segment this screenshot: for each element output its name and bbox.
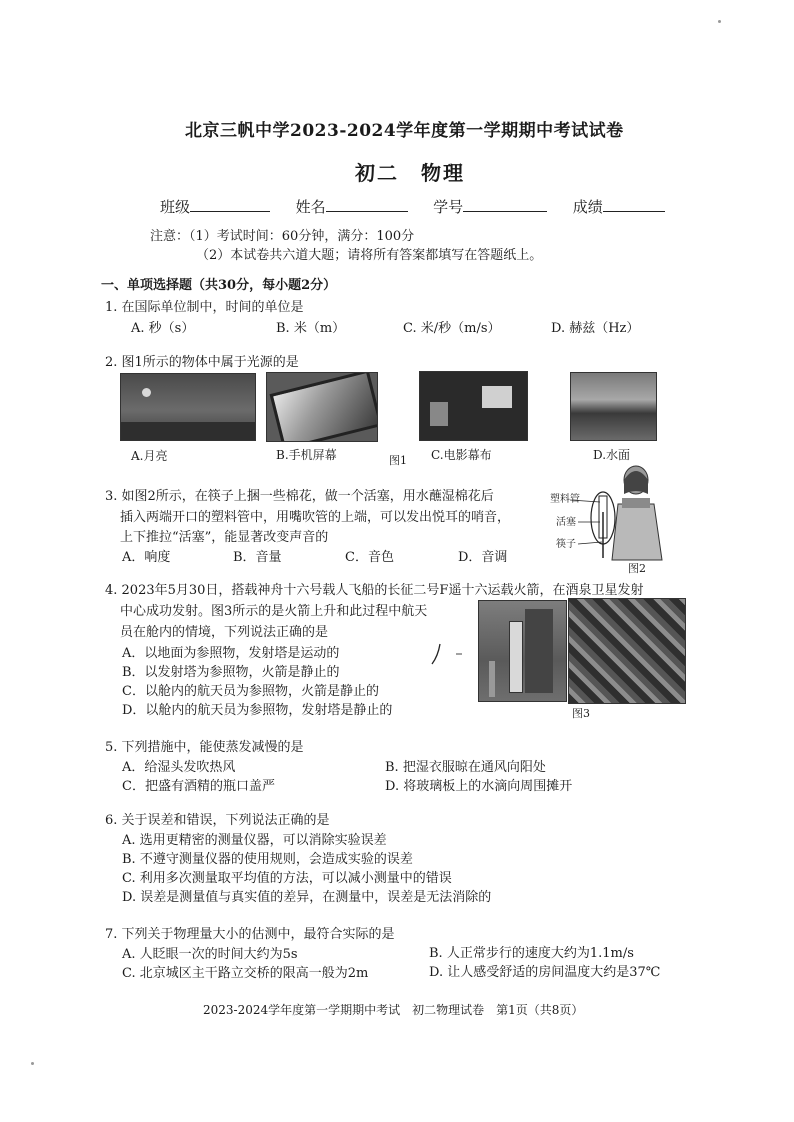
q7-option-d: D. 让人感受舒适的房间温度大约是37℃: [429, 965, 661, 980]
q5-option-d: D. 将玻璃板上的水滴向周围摊开: [385, 779, 573, 794]
q3-stem-line-3: 上下推拉“活塞”，能显著改变声音的: [120, 530, 329, 545]
q3-option-d: D．音调: [458, 550, 508, 565]
q4-option-d: D．以舱内的航天员为参照物，发射塔是静止的: [122, 703, 393, 718]
q6-option-a: A. 选用更精密的测量仪器，可以消除实验误差: [122, 833, 387, 848]
q2-stem: 2. 图1所示的物体中属于光源的是: [105, 355, 299, 370]
figure-1-label: 图1: [389, 454, 407, 467]
q4-stem-line-3: 员在舱内的情境，下列说法正确的是: [120, 625, 329, 640]
moon-photo: [120, 373, 256, 441]
q3-option-c: C．音色: [345, 550, 394, 565]
name-blank: [326, 198, 408, 212]
score-label: 成绩: [572, 198, 603, 216]
q1-option-a: A. 秒（s）: [131, 321, 195, 336]
q5-option-c: C．把盛有酒精的瓶口盖严: [122, 779, 275, 794]
q2-caption-a: A.月亮: [131, 449, 168, 463]
subject-title: 初二 物理: [355, 161, 465, 185]
q1-option-b: B. 米（m）: [276, 321, 346, 336]
q3-stem-line-1: 3. 如图2所示，在筷子上捆一些棉花，做一个活塞，用水蘸湿棉花后: [105, 489, 494, 504]
q4-stem-line-2: 中心成功发射。图3所示的是火箭上升和此过程中航天: [120, 604, 428, 619]
q7-stem: 7. 下列关于物理量大小的估测中，最符合实际的是: [105, 927, 395, 942]
q1-option-d: D. 赫兹（Hz）: [551, 321, 640, 336]
page-footer: 2023-2024学年度第一学期期中考试 初二物理试卷 第1页（共8页）: [203, 1003, 584, 1017]
class-blank: [190, 198, 270, 212]
q1-option-c: C. 米/秒（m/s）: [403, 321, 501, 336]
q6-stem: 6. 关于误差和错误，下列说法正确的是: [105, 813, 330, 828]
q3-stem-line-2: 插入两端开口的塑料管中，用嘴吹管的上端，可以发出悦耳的哨音，: [120, 510, 511, 525]
scan-speck: [718, 20, 721, 23]
name-label: 姓名: [295, 198, 326, 216]
label-piston: 活塞: [556, 517, 576, 528]
q6-option-d: D. 误差是测量值与真实值的差异，在测量中，误差是无法消除的: [122, 890, 492, 905]
q7-option-b: B. 人正常步行的速度大约为1.1m/s: [429, 946, 634, 961]
q2-caption-c: C.电影幕布: [431, 448, 492, 462]
scan-speck: [31, 1062, 34, 1065]
figure-2-label: 图2: [628, 562, 646, 575]
exam-title: 北京三帆中学2023-2024学年度第一学期期中考试试卷: [185, 121, 624, 141]
q4-option-b: B．以发射塔为参照物，火箭是静止的: [122, 665, 340, 680]
q3-option-a: A．响度: [122, 550, 171, 565]
label-plastic-tube: 塑料管: [550, 494, 580, 505]
q6-option-b: B. 不遵守测量仪器的使用规则，会造成实验的误差: [122, 852, 413, 867]
note-line-2: （2）本试卷共六道大题；请将所有答案都填写在答题纸上。: [196, 248, 543, 263]
q4-option-c: C．以舱内的航天员为参照物，火箭是静止的: [122, 684, 379, 699]
q4-stem-line-1: 4. 2023年5月30日，搭载神舟十六号载人飞船的长征二号F遥十六运载火箭，在酒泉卫星发射: [105, 583, 644, 598]
q4-option-a: A．以地面为参照物，发射塔是运动的: [122, 646, 340, 661]
q5-stem: 5. 下列措施中，能使蒸发减慢的是: [105, 740, 304, 755]
student-id-blank: [463, 198, 547, 212]
rocket-launch-photo: [478, 600, 567, 702]
student-info-row: [160, 196, 665, 217]
q7-option-a: A. 人眨眼一次的时间大约为5s: [122, 947, 298, 962]
q5-option-a: A．给湿头发吹热风: [122, 760, 236, 775]
section-heading: 一、单项选择题（共30分，每小题2分）: [101, 278, 337, 293]
q2-caption-d: D.水面: [593, 448, 631, 462]
student-id-label: 学号: [433, 198, 464, 216]
q7-option-c: C. 北京城区主干路立交桥的限高一般为2m: [122, 966, 369, 981]
label-chopsticks: 筷子: [556, 539, 576, 550]
q3-option-b: B．音量: [233, 550, 282, 565]
score-blank: [603, 198, 665, 212]
figure-3-label: 图3: [572, 707, 590, 720]
movie-screen-photo: [419, 371, 528, 441]
phone-screen-photo: [266, 372, 378, 442]
water-surface-photo: [570, 372, 657, 441]
pencil-mark: [426, 642, 470, 668]
class-label: 班级: [160, 198, 191, 216]
q2-caption-b: B.手机屏幕: [276, 448, 337, 462]
q1-stem: 1. 在国际单位制中，时间的单位是: [105, 300, 304, 315]
q6-option-c: C. 利用多次测量取平均值的方法，可以减小测量中的错误: [122, 871, 452, 886]
note-line-1: 注意：（1）考试时间：60分钟，满分：100分: [150, 229, 415, 244]
astronauts-in-cabin-photo: [568, 598, 686, 704]
q5-option-b: B. 把湿衣服晾在通风向阳处: [385, 760, 546, 775]
